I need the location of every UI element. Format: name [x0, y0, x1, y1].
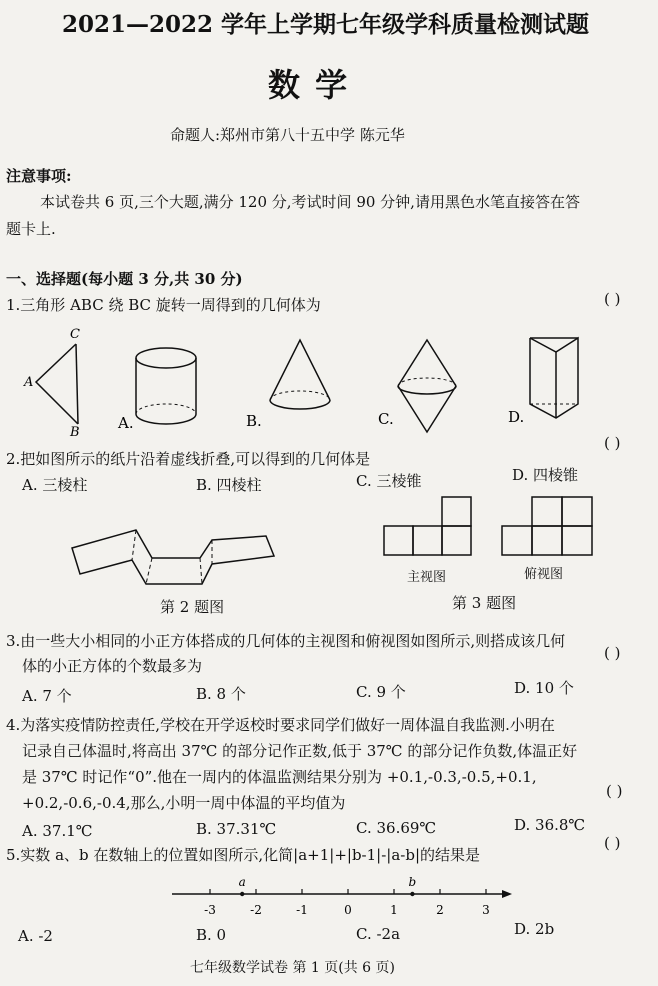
point-b-marker: [410, 892, 414, 896]
q1-answer-paren: ( ): [604, 290, 621, 308]
q1-label-b: B: [70, 425, 80, 440]
q3-views-figure: [380, 494, 600, 558]
q5-number-line: [0, 874, 658, 922]
q4-option-d: D. 36.8℃: [514, 816, 586, 834]
number-line-tick-label: -1: [296, 903, 308, 917]
q3-option-c: C. 9 个: [356, 683, 406, 701]
page-footer: 七年级数学试卷 第 1 页(共 6 页): [190, 960, 395, 976]
point-a-label: a: [238, 875, 246, 889]
number-line-tick-label: -3: [204, 903, 216, 917]
q1-double-cone-figure: [378, 340, 456, 432]
q3-front-view-label: 主视图: [407, 570, 447, 585]
q1-option-d: D.: [508, 408, 525, 426]
q1-option-c: C.: [378, 410, 394, 428]
q5-option-d: D. 2b: [514, 920, 555, 938]
q2-option-c: C. 三棱锥: [356, 472, 422, 490]
number-line-tick-label: 0: [344, 903, 352, 917]
q3-stem-line-2: 体的小正方体的个数最多为: [22, 657, 203, 675]
notes-line-2: 题卡上.: [6, 220, 56, 238]
q2-option-b: B. 四棱柱: [196, 476, 262, 494]
q1-cone-figure: [246, 340, 330, 430]
number-line-tick-label: 2: [436, 903, 444, 917]
q4-stem-line-1: 4.为落实疫情防控责任,学校在开学返校时要求同学们做好一周体温自我监测.小明在: [6, 716, 555, 734]
author-line: 命题人:郑州市第八十五中学 陈元华: [170, 126, 405, 144]
q1-triangle-figure: [23, 327, 80, 440]
q2-option-a: A. 三棱柱: [22, 476, 88, 494]
q5-option-a: A. -2: [18, 927, 53, 945]
q3-front-view: [384, 497, 471, 555]
q1-option-a: A.: [118, 414, 134, 432]
q5-option-b: B. 0: [196, 926, 227, 944]
q4-option-a: A. 37.1℃: [22, 822, 93, 840]
q1-label-a: A: [24, 375, 34, 390]
q4-stem-line-4: +0.2,-0.6,-0.4,那么,小明一周中体温的平均值为: [22, 794, 346, 812]
q3-top-view: [502, 497, 592, 555]
q4-option-b: B. 37.31℃: [196, 820, 277, 838]
q2-net-figure: [0, 500, 360, 600]
notes-heading: 注意事项:: [6, 167, 72, 185]
q2-answer-paren: ( ): [604, 434, 621, 452]
point-b-label: b: [408, 875, 417, 889]
q4-option-c: C. 36.69℃: [356, 819, 437, 837]
section-1-heading: 一、选择题(每小题 3 分,共 30 分): [6, 270, 243, 288]
q3-stem-line-1: 3.由一些大小相同的小正方体搭成的几何体的主视图和俯视图如图所示,则搭成该几何: [6, 632, 566, 650]
number-line-tick-label: 3: [482, 903, 490, 917]
q3-option-d: D. 10 个: [514, 679, 574, 697]
q1-prism-figure: [508, 338, 578, 426]
q2-figure-caption: 第 2 题图: [160, 598, 225, 616]
q1-label-c: C: [70, 327, 80, 342]
q3-option-a: A. 7 个: [22, 687, 72, 705]
q2-stem: 2.把如图所示的纸片沿着虚线折叠,可以得到的几何体是: [6, 450, 371, 468]
exam-title: 2021—2022 学年上学期七年级学科质量检测试题: [62, 11, 590, 38]
q2-option-d: D. 四棱锥: [512, 466, 579, 484]
q5-stem: 5.实数 a、b 在数轴上的位置如图所示,化简|a+1|+|b-1|-|a-b|的结果是: [6, 846, 481, 864]
q1-cylinder-figure: [117, 348, 196, 432]
notes-line-1: 本试卷共 6 页,三个大题,满分 120 分,考试时间 90 分钟,请用黑色水笔直接答在答: [40, 193, 580, 211]
q1-option-b: B.: [246, 412, 262, 430]
q3-answer-paren: ( ): [604, 644, 621, 662]
number-line-tick-label: 1: [390, 903, 398, 917]
q4-stem-line-2: 记录自己体温时,将高出 37℃ 的部分记作正数,低于 37℃ 的部分记作负数,体温正好: [22, 742, 578, 760]
point-a-marker: [240, 892, 244, 896]
number-line-arrow: [502, 890, 512, 898]
q1-figures: [0, 320, 658, 445]
q3-option-b: B. 8 个: [196, 685, 246, 703]
q1-stem: 1.三角形 ABC 绕 BC 旋转一周得到的几何体为: [6, 296, 321, 314]
q3-figure-caption: 第 3 题图: [452, 594, 517, 612]
q3-top-view-label: 俯视图: [524, 567, 564, 582]
q4-answer-paren: ( ): [606, 782, 623, 800]
q5-option-c: C. -2a: [356, 925, 401, 943]
subject-title: 数 学: [268, 66, 350, 104]
q4-stem-line-3: 是 37℃ 时记作“0”.他在一周内的体温监测结果分别为 +0.1,-0.3,-0.5,+0.1,: [22, 768, 537, 786]
number-line-tick-label: -2: [250, 903, 262, 917]
q5-answer-paren: ( ): [604, 834, 621, 852]
